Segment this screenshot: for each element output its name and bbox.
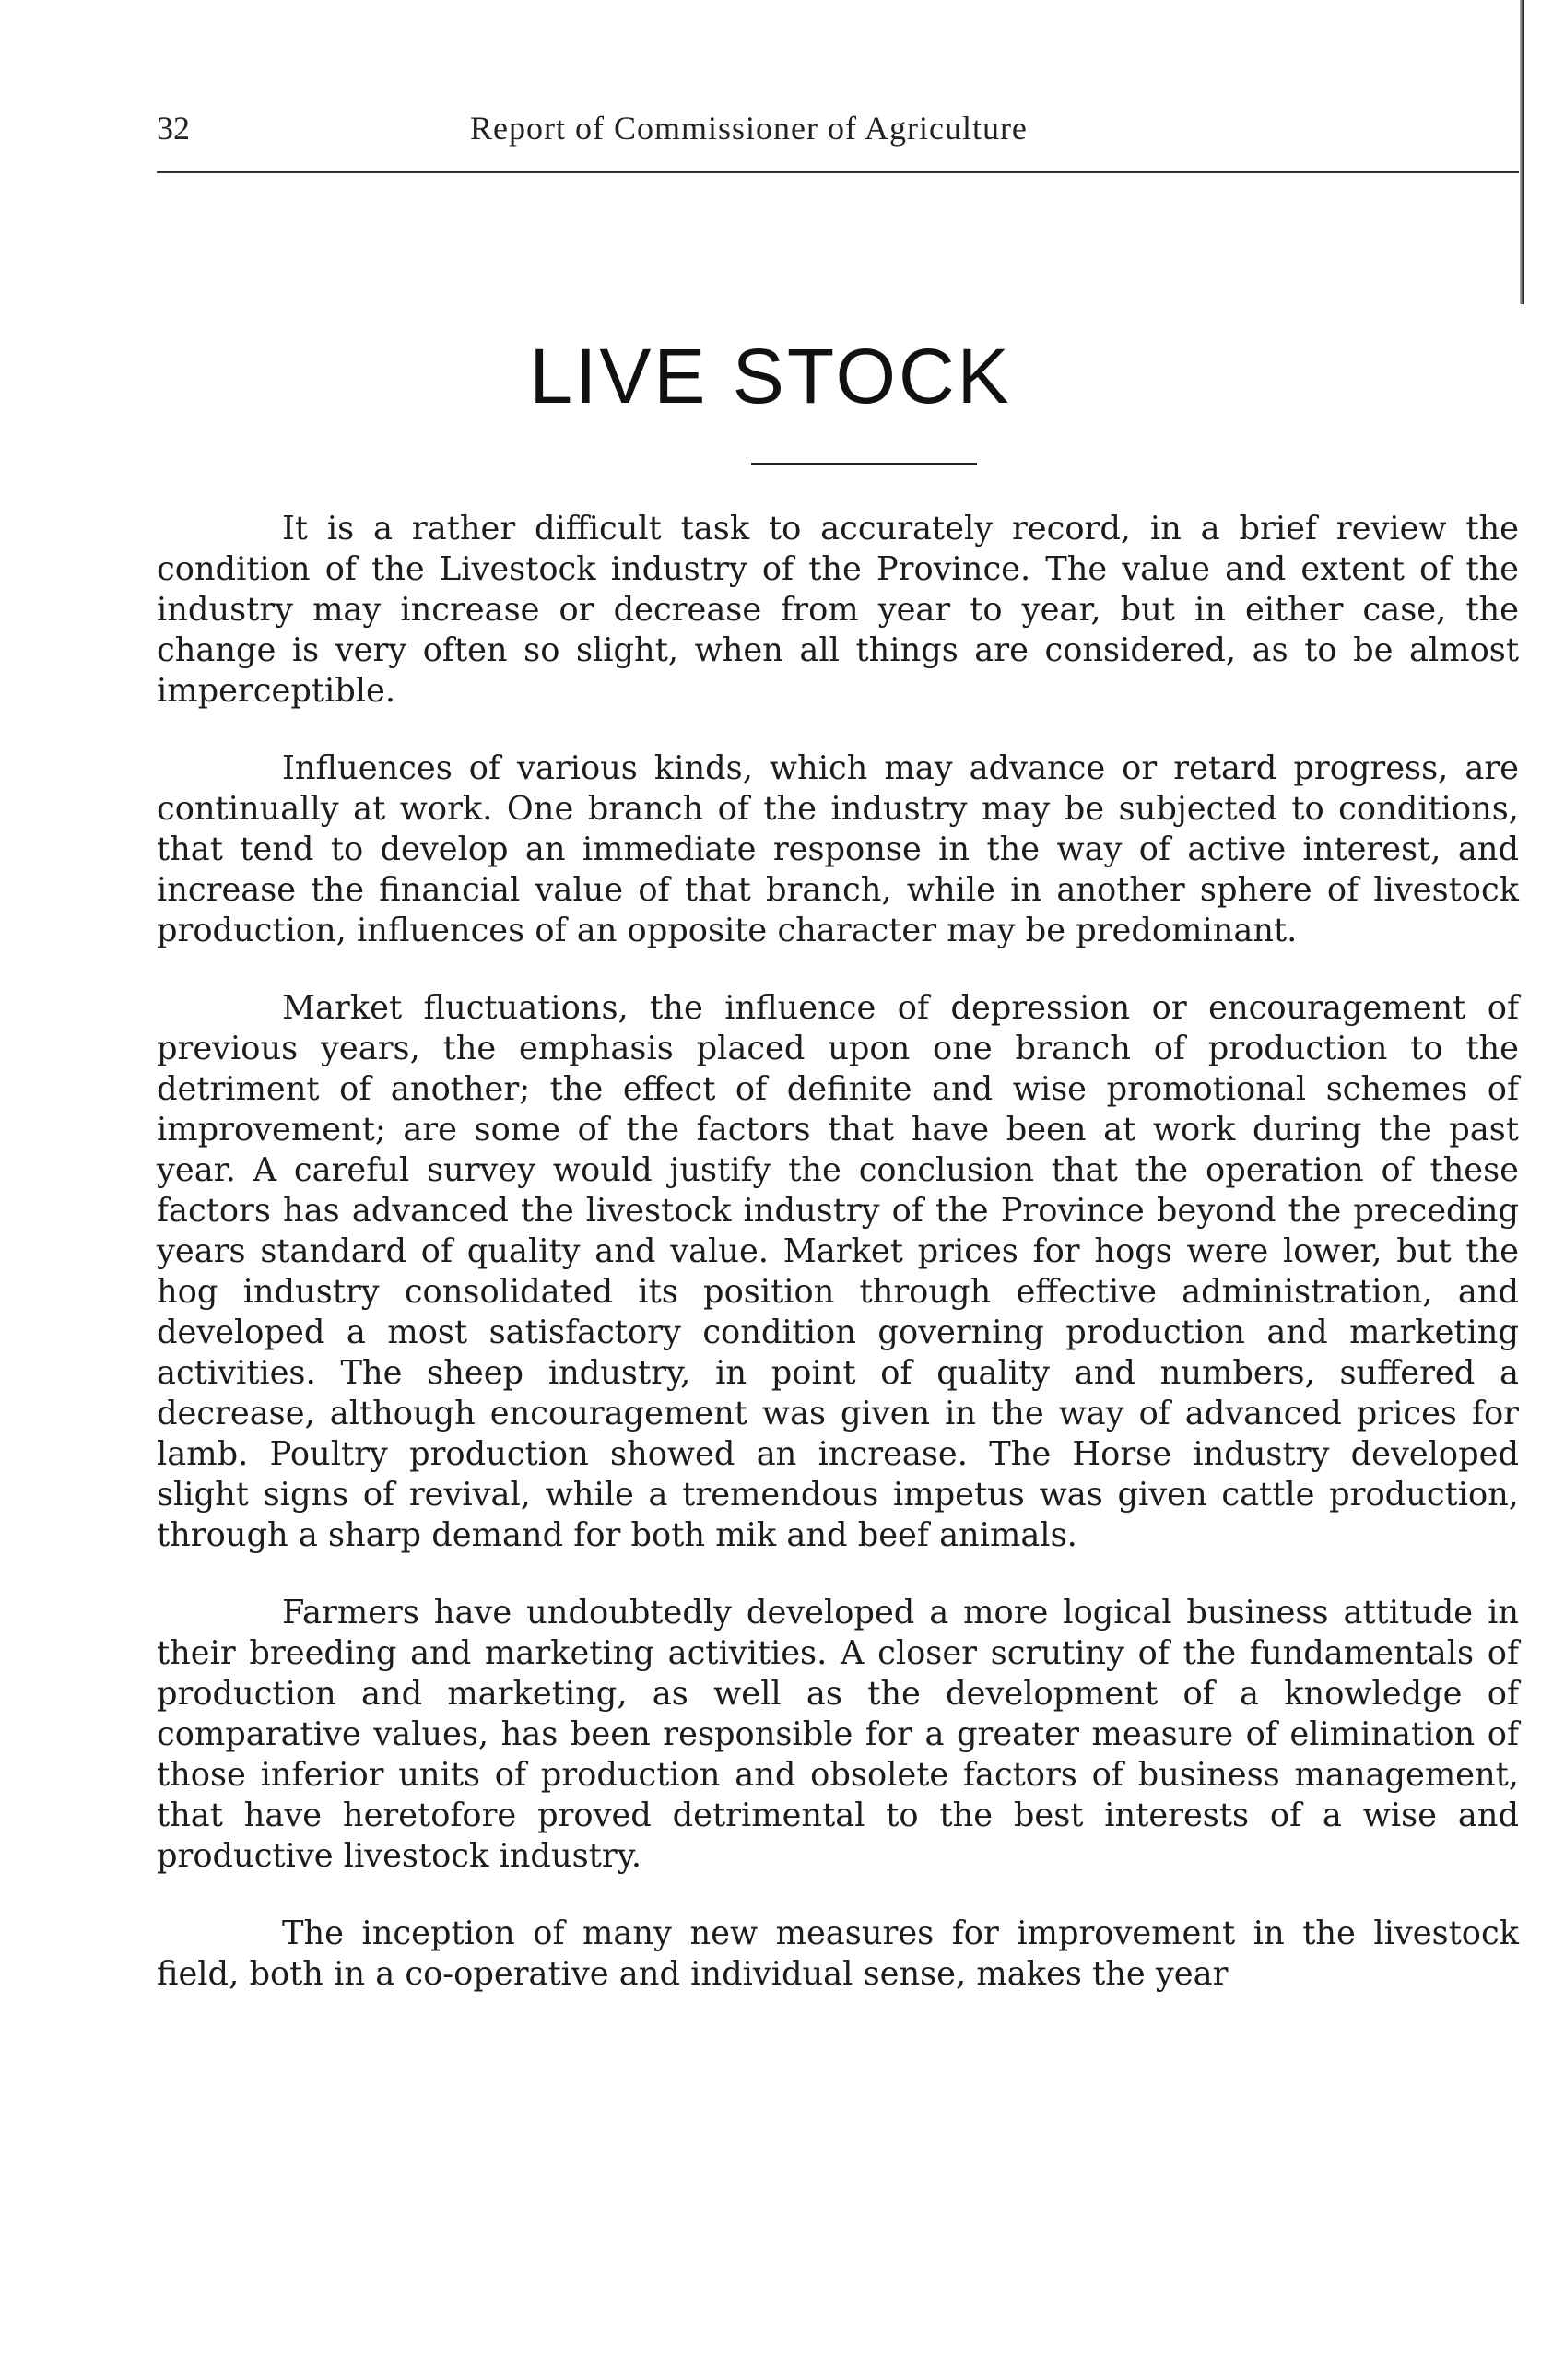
paragraph: Influences of various kinds, which may advance or retard progress, are continually at work. One branch of the industry may be subjected to conditions, that tend to develop an immediate response in the way of active interest, and increase the financial value of that branch, while in another sphere of livestock production, influences of an opposite character may be predominant. bbox=[157, 749, 1519, 949]
section-title: LIVE STOCK bbox=[529, 333, 1012, 419]
page-number: 32 bbox=[157, 110, 190, 147]
title-rule bbox=[751, 463, 977, 465]
running-header bbox=[157, 109, 1519, 155]
paragraph: Market fluctuations, the influence of depression or encouragement of previous years, the emphasis placed upon one branch of production to the detriment of another; the effect of definite and wise promotional schemes of improvement; are some of the factors that have been at work during the past year. A careful survey would justify the conclusion that the operation of these factors has advanced the livestock industry of the Province beyond the preceding years standard of quality and value. Market prices for hogs were lower, but the hog industry consolidated its position through effective administration, and developed a most satisfactory condition governing production and marketing activities. The sheep industry, in point of quality and numbers, suffered a decrease, although encouragement was given in the way of advanced prices for lamb. Poultry production showed an increase. The Horse industry developed slight signs of revival, while a tremendous impetus was given cattle production, through a sharp demand for both mik and beef animals. bbox=[157, 989, 1519, 1554]
paragraph: Farmers have undoubtedly developed a more logical business attitude in their breeding and marketing activities. A closer scrutiny of the fundamentals of production and marketing, as well as the development of a knowledge of comparative values, has been responsible for a greater measure of elimination of those inferior units of production and obsolete factors of business management, that have heretofore proved detrimental to the best interests of a wise and productive livestock industry. bbox=[157, 1594, 1519, 1875]
running-title: Report of Commissioner of Agriculture bbox=[470, 110, 1028, 147]
body-text bbox=[157, 509, 1519, 2032]
header-rule bbox=[157, 171, 1519, 173]
paragraph: The inception of many new measures for improvement in the livestock field, both in a co-operative and individual sense, makes the year bbox=[157, 1915, 1519, 1993]
paragraph: It is a rather difficult task to accurately record, in a brief review the condition of the Livestock industry of the Province. The value and extent of the industry may increase or decrease from year to year, but in either case, the change is very often so slight, when all things are considered, as to be almost imperceptible. bbox=[157, 510, 1519, 710]
page-edge-shadow bbox=[1520, 0, 1524, 304]
